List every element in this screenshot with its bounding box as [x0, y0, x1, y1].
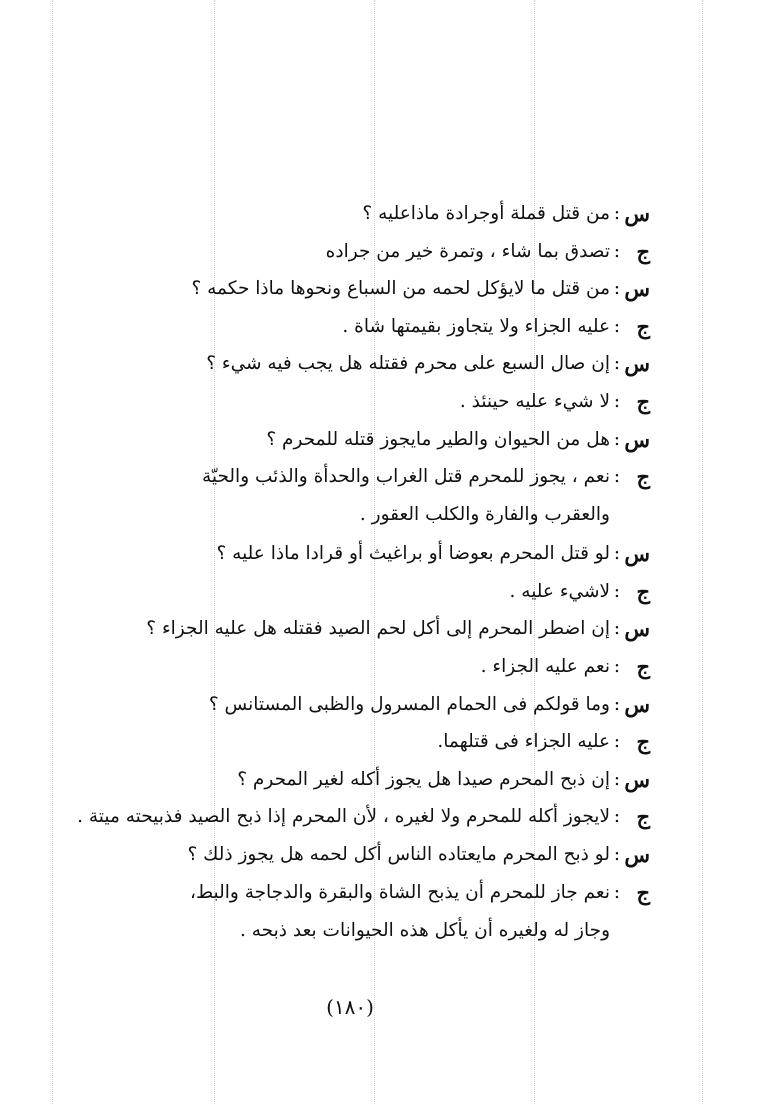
qa-row-answer	[150, 383, 650, 421]
answer-label: ج	[636, 653, 650, 679]
question-label: س	[624, 201, 650, 226]
qa-row-question	[150, 761, 650, 799]
separator: :	[613, 314, 621, 337]
answer-label: ج	[636, 578, 650, 604]
margin-guide	[702, 0, 703, 1104]
question-text: إن ذبح المحرم صيدا هل يجوز أكله لغير المحرم ؟	[237, 768, 610, 790]
page-number: (١٨٠)	[326, 995, 374, 1019]
question-label: س	[624, 766, 650, 792]
margin-guide	[52, 0, 53, 1104]
qa-row-answer	[150, 874, 650, 951]
qa-row-answer	[150, 723, 650, 761]
separator: :	[613, 465, 621, 488]
question-label: س	[624, 841, 650, 867]
qa-row-answer	[150, 308, 650, 346]
answer-text: نعم ، يجوز للمحرم قتل الغراب والحدأة والذئب والحيّة والعقرب والفارة والكلب العقور .	[201, 466, 610, 526]
separator: :	[613, 542, 621, 565]
answer-text: نعم جاز للمحرم أن يذبح الشاة والبقرة والدجاجة والبط، وجاز له ولغيره أن يأكل هذه الحيوانات بعد ذبحه .	[189, 881, 610, 941]
question-text: لو قتل المحرم بعوضا أو براغيث أو قرادا ماذا عليه ؟	[216, 543, 610, 565]
separator: :	[613, 692, 621, 715]
answer-label: ج	[636, 388, 650, 414]
question-label: س	[624, 426, 650, 452]
answer-text: تصدق بما شاء ، وتمرة خير من جراده	[325, 240, 610, 262]
separator: :	[613, 352, 621, 375]
qa-row-question	[146, 610, 650, 648]
qa-row-question	[150, 345, 650, 383]
separator: :	[613, 805, 621, 828]
answer-text: نعم عليه الجزاء .	[480, 655, 610, 677]
question-text: لو ذبح المحرم مايعتاده الناس أكل لحمه هل يجوز ذلك ؟	[187, 843, 610, 865]
qa-row-question	[150, 686, 650, 724]
qa-list	[77, 195, 650, 951]
answer-text: لايجوز أكله للمحرم ولا لغيره ، لأن المحرم إذا ذبح الصيد فذبيحته ميتة .	[77, 806, 610, 828]
separator: :	[613, 427, 621, 450]
qa-row-answer	[150, 573, 650, 611]
separator: :	[613, 842, 621, 865]
separator: :	[613, 202, 621, 224]
answer-text: لا شيء عليه حينئذ .	[459, 390, 610, 412]
qa-row-question	[150, 535, 650, 573]
qa-row-answer	[77, 798, 650, 836]
answer-label: ج	[636, 464, 650, 490]
question-label: س	[624, 616, 650, 642]
answer-text: لاشيء عليه .	[509, 580, 610, 602]
qa-row-answer	[150, 458, 650, 535]
separator: :	[613, 579, 621, 602]
separator: :	[613, 617, 621, 640]
separator: :	[613, 277, 621, 300]
question-text: إن صال السبع على محرم فقتله هل يجب فيه شيء ؟	[206, 353, 610, 375]
question-label: س	[624, 541, 650, 567]
qa-row-answer	[150, 648, 650, 686]
answer-text: عليه الجزاء فى قتلهما.	[437, 731, 610, 753]
answer-label: ج	[636, 238, 650, 264]
question-text: هل من الحيوان والطير مايجوز قتله للمحرم ؟	[266, 428, 610, 450]
question-text: من قتل قملة أوجرادة ماذاعليه ؟	[362, 203, 610, 224]
separator: :	[613, 654, 621, 677]
question-label: س	[624, 351, 650, 377]
separator: :	[613, 239, 621, 262]
question-text: وما قولكم فى الحمام المسرول والظبى المستانس ؟	[208, 693, 610, 715]
separator: :	[613, 880, 621, 903]
qa-row-question	[150, 421, 650, 459]
qa-row-question	[150, 836, 650, 874]
answer-label: ج	[636, 879, 650, 905]
question-text: من قتل ما لايؤكل لحمه من السباع ونحوها ماذا حكمه ؟	[191, 278, 610, 300]
question-text: إن اضطر المحرم إلى أكل لحم الصيد فقتله هل عليه الجزاء ؟	[146, 618, 610, 640]
answer-label: ج	[636, 313, 650, 339]
qa-row-answer	[150, 233, 650, 271]
question-label: س	[624, 691, 650, 717]
qa-row-question	[150, 195, 650, 233]
qa-row-question	[150, 270, 650, 308]
answer-label: ج	[636, 729, 650, 755]
question-label: س	[624, 276, 650, 302]
separator: :	[613, 730, 621, 753]
answer-label: ج	[636, 804, 650, 830]
separator: :	[613, 767, 621, 790]
separator: :	[613, 389, 621, 412]
answer-text: عليه الجزاء ولا يتجاوز بقيمتها شاة .	[342, 315, 610, 337]
